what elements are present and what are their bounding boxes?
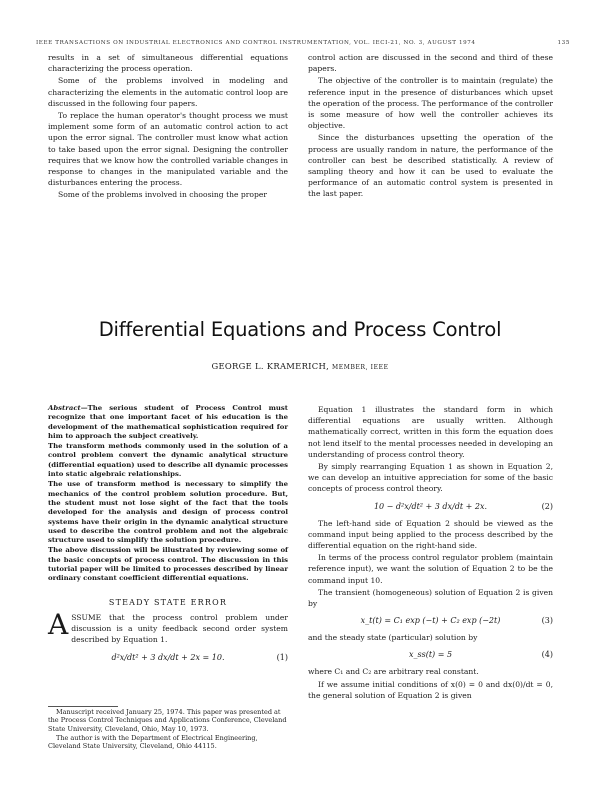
equation-expression: d²x/dt² + 3 dx/dt + 2x = 10. <box>111 652 225 662</box>
equation-4 <box>308 644 553 666</box>
equation-number: (3) <box>541 616 553 626</box>
paragraph: control action are discussed in the second and third of these papers. <box>308 53 553 74</box>
footnotes <box>48 708 288 751</box>
paragraph: If we assume initial conditions of x(0) = 0 and dx(0)/dt = 0, the general solution of Equation 2 is given <box>308 679 553 700</box>
body-left-column <box>48 608 288 669</box>
intro-text: SSUME that the process control problem under discussion is a unity feedback second order system described by Equation 1. <box>71 613 288 645</box>
author-name: GEORGE L. KRAMERICH, <box>211 361 330 371</box>
page-number: 135 <box>557 40 570 46</box>
top-left-column <box>48 52 288 202</box>
body-right-column <box>308 404 553 702</box>
paragraph: In terms of the process control regulator problem (maintain reference input), we want the solution of Equation 2 to be the command input 10. <box>308 553 553 585</box>
abstract-text: —The serious student of Process Control must recognize that one important facet of his education is the development of the mathematical sophistication required for him to approach the subject creatively. <box>48 404 288 440</box>
abstract-paragraph: The use of transform method is necessary to simplify the mechanics of the control problem solution procedure. But, the student must not lose sight of the fact that the tools developed for the analysis and design of process control systems have their origin in the dynamic analytical structure used to describe the control problem and not the algebraic structure used to simplify the solution procedure. <box>48 480 288 545</box>
paragraph: where C₁ and C₂ are arbitrary real constant. <box>308 667 479 677</box>
equation-number: (4) <box>541 650 553 660</box>
equation-number: (1) <box>276 652 288 662</box>
paragraph: Some of the problems involved in choosing the proper <box>58 190 267 200</box>
abstract <box>48 404 288 585</box>
footnote-rule <box>48 706 118 707</box>
abstract-paragraph: The transform methods commonly used in the solution of a control problem convert the dynamic analytical structure (differential equation) used to describe all dynamic processes into static algebraic relationships. <box>48 442 288 479</box>
equation-expression: x_t(t) = C₁ exp (−t) + C₂ exp (−2t) <box>360 616 501 626</box>
abstract-label: Abstract <box>48 404 81 412</box>
equation-1 <box>48 647 288 669</box>
paragraph: and the steady state (particular) solution by <box>308 633 478 643</box>
paragraph: results in a set of simultaneous differential equations characterizing the process operation. <box>48 53 288 74</box>
paragraph: The transient (homogeneous) solution of Equation 2 is given by <box>308 587 553 609</box>
running-header <box>36 40 570 46</box>
paragraph: Since the disturbances upsetting the operation of the process are usually random in nature, the performance of the controller can best be described statistically. A review of sampling theory and how it can be used to evaluate the performance of an automatic control system is presented in the last paper. <box>308 133 553 199</box>
equation-expression: x_ss(t) = 5 <box>408 650 453 660</box>
abstract-paragraph: The above discussion will be illustrated by reviewing some of the basic concepts of process control. The discussion in this tutorial paper will be limited to processes described by linear ordinary constant coefficient differential equations. <box>48 546 288 583</box>
journal-title: IEEE TRANSACTIONS ON INDUSTRIAL ELECTRONICS AND CONTROL INSTRUMENTATION, VOL. IECI-21, NO. 3, AUGUST 1974 <box>36 40 476 46</box>
equation-3 <box>308 610 553 632</box>
abstract-paragraph <box>48 404 288 441</box>
paragraph: The objective of the controller is to maintain (regulate) the reference input in the presence of disturbances which upset the operation of the process. The performance of the controller is some measure of how well the controller achieves its objective. <box>308 76 553 131</box>
paragraph: Some of the problems involved in modeling and characterizing the elements in the automatic control loop are discussed in the following four papers. <box>48 76 288 108</box>
equation-2 <box>308 496 553 518</box>
paragraph: The left-hand side of Equation 2 should be viewed as the command input being applied to the process described by the differential equation on the right-hand side. <box>308 518 553 551</box>
equation-expression: 10 − d²x/dt² + 3 dx/dt + 2x. <box>373 501 488 511</box>
footnote: Manuscript received January 25, 1974. This paper was presented at the Process Control Techniques and Applications Conference, Cleveland State University, Cleveland, Ohio, May 10, 1973. <box>48 708 287 733</box>
top-right-column <box>308 52 553 201</box>
paragraph: To replace the human operator's thought process we must implement some form of an automatic control action to act upon the error signal. The controller must know what action to take based upon the error signal. Designing the controller requires that we know how the controlled variable changes in response to changes in the manipulated variable and the disturbances entering the process. <box>48 111 288 188</box>
section-heading: STEADY STATE ERROR <box>108 598 228 607</box>
author-membership: MEMBER, IEEE <box>332 364 389 371</box>
paragraph: By simply rearranging Equation 1 as shown in Equation 2, we can develop an intuitive appreciation for some of the basic concepts of process control theory. <box>308 462 553 494</box>
equation-number: (2) <box>541 501 553 511</box>
author-line <box>0 361 600 371</box>
intro-paragraph <box>48 608 288 646</box>
footnote: The author is with the Department of Electrical Engineering, Cleveland State University, Cleveland, Ohio 44115. <box>48 733 258 751</box>
drop-cap: A <box>48 608 69 641</box>
paper-title: Differential Equations and Process Control <box>98 318 502 341</box>
paragraph: Equation 1 illustrates the standard form in which differential equations are usually written. Although mathematically correct, written in this form the equation does not lend itself to the mental processes needed in developing an understanding of process control theory. <box>308 405 553 459</box>
